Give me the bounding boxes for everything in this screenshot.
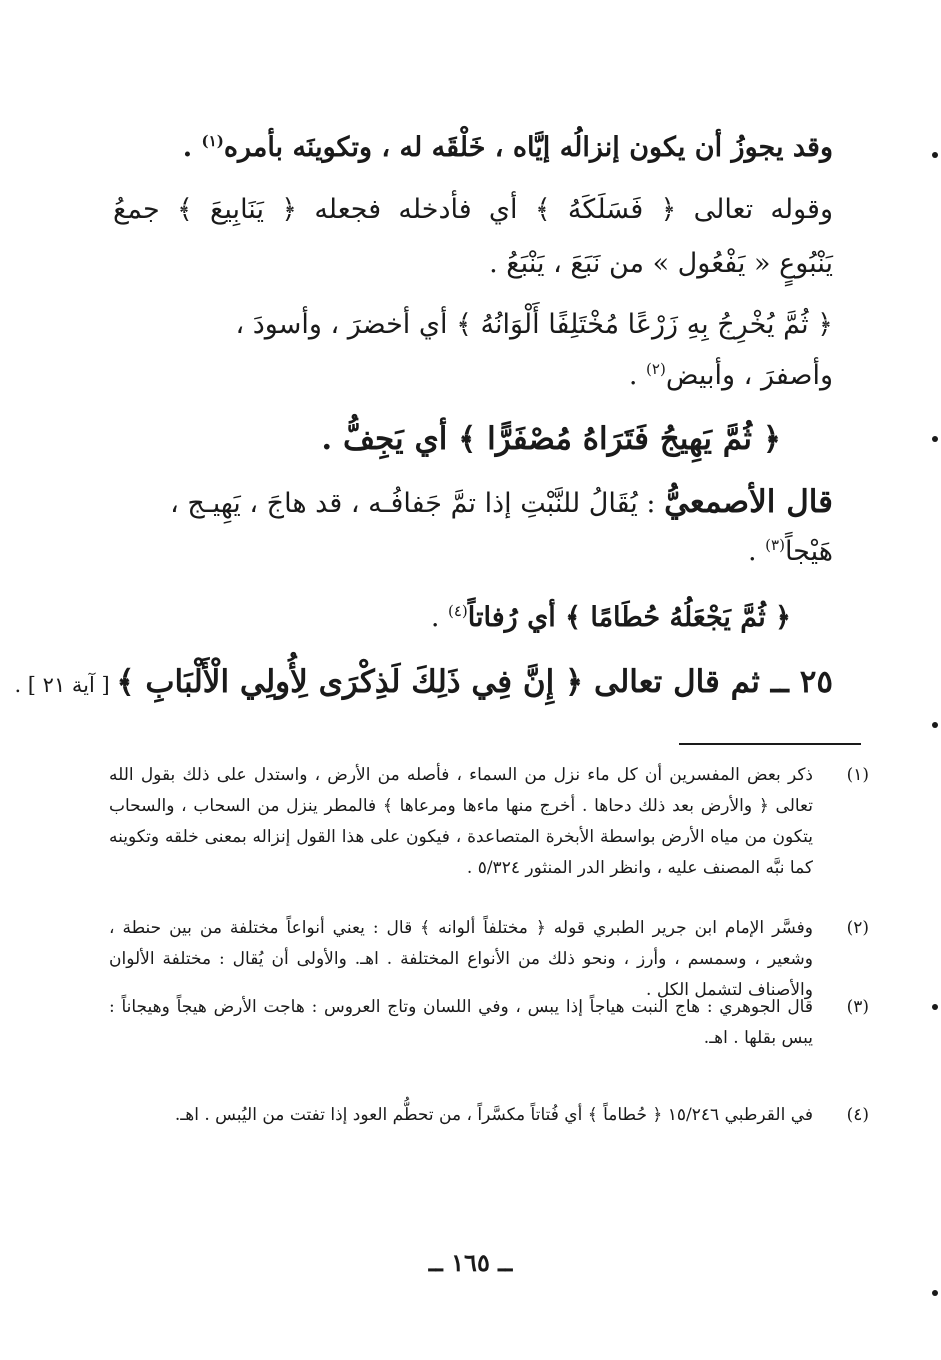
footnote-4 xyxy=(109,1100,869,1131)
margin-dot xyxy=(932,152,938,158)
body-line-8 xyxy=(113,532,833,572)
footnote-ref-4[interactable]: (٤) xyxy=(448,602,468,620)
body-line-6 xyxy=(61,419,781,461)
body-text: هَيْجاً xyxy=(784,536,833,567)
footnote-number: (٢) xyxy=(846,918,869,938)
margin-dot xyxy=(932,436,938,442)
body-line-3 xyxy=(113,244,833,284)
body-text: يَنْبُوعٍ « يَفْعُول » من نَبَعَ ، يَنْبَعُ . xyxy=(489,248,833,279)
margin-dot xyxy=(932,722,938,728)
footnote-ref-3[interactable]: (٣) xyxy=(765,536,785,554)
footnote-text: قال الجوهري : هاج النبت هياجاً إذا يبس ، وفي اللسان وتاج العروس : هاجت الأرض هيجاً وهيجاناً : يبس بقلها . اهـ. xyxy=(109,997,813,1048)
body-text: وقوله تعالى ﴿ فَسَلَكَهُ ﴾ أي فأدخله فجعله ﴿ يَنَابِيعَ ﴾ جمعُ xyxy=(113,194,833,225)
body-line-10 xyxy=(14,662,833,705)
body-text: . xyxy=(182,132,202,163)
body-line-7 xyxy=(113,482,833,524)
footnote-text: وفسَّر الإمام ابن جرير الطبري قوله ﴿ مختلفاً ألوانه ﴾ قال : يعني أنواعاً مختلفة من بين حنطة ، وشعير ، وسمسم ، وأرز ، ونحو ذلك من الأنواع المختلفة . اهـ. والأولى أن يُقال : مختلفة الألوان والأصناف لتشمل الكل . xyxy=(109,918,813,1000)
verse-text: ﴿ ثُمَّ يَجْعَلُهُ حُطَامًا ﴾ أي رُفاتاً xyxy=(467,602,791,633)
page-number: ــ ١٦٥ ــ xyxy=(428,1248,513,1277)
body-text: . xyxy=(628,360,647,391)
footnote-text: ذكر بعض المفسرين أن كل ماء نزل من السماء ، فأصله من الأرض ، واستدل على ذلك بقول الله تعالى ﴿ والأرض بعد ذلك دحاها . أخرج منها ماءها ومرعاها ﴾ فالمطر ينزل من السحاب ، والسحاب يتكون من مياه الأرض بواسطة الأبخرة المتصاعدة ، فيكون على هذا القول إنزاله بمعنى خلقه وتكوينه كما نبَّه المصنف عليه ، وانظر الدر المنثور ٥/٣٢٤ . xyxy=(109,765,814,878)
footnote-separator xyxy=(679,743,861,745)
footnote-3 xyxy=(109,992,869,1054)
body-text: وقد يجوزُ أن يكون إنزالُه إيَّاه ، خَلْقَه له ، وتكوينَه بأمره xyxy=(223,132,833,163)
verse-text: ﴿ ثُمَّ يَهِيجُ فَتَرَاهُ مُصْفَرًّا ﴾ أي يَجِفُّ . xyxy=(321,421,781,457)
body-line-1 xyxy=(113,128,833,168)
margin-dot xyxy=(932,1290,938,1296)
footnote-number: (٣) xyxy=(846,997,869,1017)
margin-dot xyxy=(932,1004,938,1010)
verse-text: ﴿ ثُمَّ يُخْرِجُ بِهِ زَرْعًا مُخْتَلِفًا أَلْوَانُهُ ﴾ أي أخضرَ ، وأسودَ ، xyxy=(235,309,833,340)
footnote-ref-1[interactable]: (١) xyxy=(201,132,224,150)
quote-author: قال الأصمعيُّ xyxy=(664,484,833,520)
body-text: وأصفرَ ، وأبيض xyxy=(665,360,833,391)
body-line-2 xyxy=(113,190,833,230)
footnote-text: في القرطبي ١٥/٢٤٦ ﴿ حُطاماً ﴾ أي فُتاتاً مكسَّراً ، من تحطُّم العود إذا تفتت من اليُبس . اهـ. xyxy=(174,1105,813,1125)
body-line-9 xyxy=(71,598,791,638)
footnote-number: (١) xyxy=(846,765,869,785)
footnote-ref-2[interactable]: (٢) xyxy=(646,360,666,378)
section-heading: ٢٥ ــ ثم قال تعالى ﴿ إِنَّ فِي ذَلِكَ لَذِكْرَى لِأُولِي الْأَلْبَابِ ﴾ xyxy=(116,664,833,700)
footnote-number: (٤) xyxy=(846,1105,869,1125)
footnote-1 xyxy=(109,760,869,884)
body-text: . xyxy=(748,536,766,567)
body-text: : يُقَالُ للنَّبْتِ إذا تمَّ جَفافُـه ، قد هاجَ ، يَهِيـج ، xyxy=(170,488,665,519)
body-text: [ آية ٢١ ] . xyxy=(14,673,117,697)
body-line-4 xyxy=(113,305,833,345)
body-text: . xyxy=(430,602,448,633)
body-line-5 xyxy=(113,356,833,396)
